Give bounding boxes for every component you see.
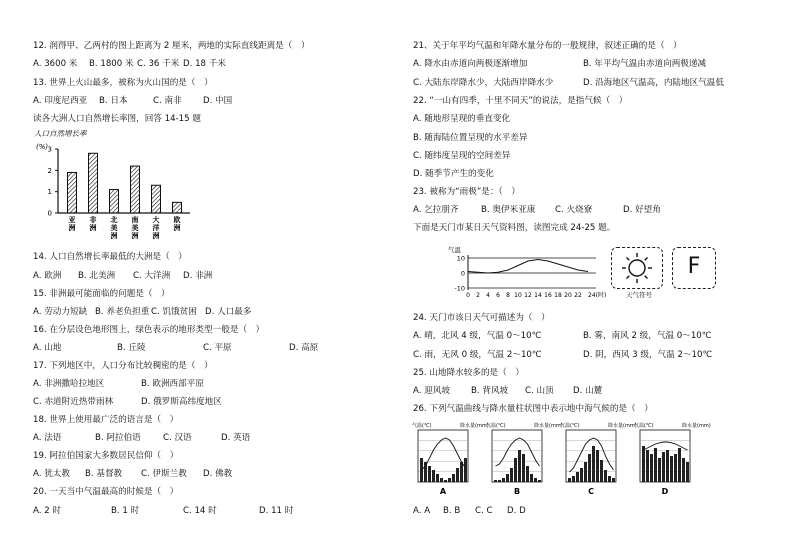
precip-bar: [580, 468, 583, 482]
x-tick-label: 非洲: [89, 216, 97, 232]
y-tick-label: 0: [47, 209, 52, 218]
option[interactable]: D. 山麓: [573, 386, 603, 396]
panel-label: A: [439, 487, 447, 496]
precip-bar: [494, 480, 497, 482]
x-tick-label: 18: [554, 292, 562, 299]
y-tick-label: 10: [456, 254, 465, 263]
option[interactable]: C. 饥饿贫困: [151, 307, 197, 317]
q12-stem: 12. 润得甲、乙两村的图上距离为 2 厘米，两地的实际直线距离是（ ）: [33, 41, 310, 51]
precip-bar: [428, 466, 431, 482]
precip-bar: [534, 478, 537, 482]
precip-bar: [658, 458, 661, 482]
x-tick-label: 8: [506, 292, 510, 299]
precip-bar: [588, 454, 591, 482]
option[interactable]: D. 俄罗斯高纬度地区: [141, 397, 222, 407]
weather-symbol-box-wind: [672, 247, 716, 289]
q13-stem: 13. 世界上火山最多，被称为火山国的是（ ）: [33, 78, 213, 88]
option[interactable]: D. 高原: [289, 343, 319, 353]
option[interactable]: C. 36 千米: [137, 59, 180, 69]
precip-bar: [662, 452, 665, 482]
option[interactable]: B. 奥伊米亚康: [481, 205, 536, 215]
q23-stem: 23. 被称为“雨极”是：（ ）: [413, 187, 520, 197]
bar: [89, 153, 98, 213]
panel-header-left: 气温(℃): [412, 423, 432, 429]
temp-ylabel: 气温: [448, 246, 461, 254]
option[interactable]: A. 非洲撒哈拉地区: [33, 379, 105, 389]
option[interactable]: C. 山顶: [525, 386, 554, 396]
panel-header-left: 气温(℃): [560, 423, 580, 429]
q21-stem: 21、关于年平均气温和年降水量分布的一般规律，叙述正确的是（ ）: [413, 41, 682, 51]
q25-stem: 25. 山地降水较多的是（ ）: [413, 368, 524, 378]
option[interactable]: B. 养老负担重: [95, 307, 150, 317]
option[interactable]: D. 非洲: [183, 271, 213, 281]
panel-label: C: [588, 487, 594, 496]
q20-stem: 20. 一天当中气温最高的时候是（ ）: [33, 487, 179, 497]
precip-bar: [682, 458, 685, 482]
x-tick-label: 10: [514, 292, 522, 299]
option[interactable]: B. 1 时: [111, 506, 140, 516]
x-tick-label: 亚洲: [68, 216, 76, 232]
precip-bar: [568, 478, 571, 482]
climate-panel-B: [486, 422, 563, 496]
panel-label: B: [513, 487, 521, 496]
precip-bar: [452, 474, 455, 482]
precip-bar: [670, 456, 673, 482]
temp-curve: [496, 438, 540, 466]
precip-bar: [526, 466, 529, 482]
precip-bar: [510, 468, 513, 482]
bar: [68, 172, 77, 213]
option[interactable]: C. 14 时: [183, 506, 217, 516]
option[interactable]: C. 平原: [203, 343, 232, 353]
panel-header-right: 降水量(mm): [608, 423, 637, 429]
q22-option-d[interactable]: D. 随季节产生的变化: [413, 169, 494, 179]
q22-option-c[interactable]: C. 随纬度呈现的空间差异: [413, 151, 511, 161]
option[interactable]: A. 欧洲: [33, 271, 62, 281]
temp-curve: [422, 438, 466, 470]
panel-label: D: [661, 487, 669, 496]
temperature-line-chart: [438, 244, 607, 300]
q17-stem: 17. 下列地区中，人口分布比较稠密的是（ ）: [33, 361, 213, 371]
option[interactable]: D. 18 千米: [183, 59, 226, 69]
y-tick-label: 1: [47, 188, 52, 197]
y-tick-label: -10: [454, 284, 465, 293]
panel-header-left: 气温(℃): [634, 423, 654, 429]
option[interactable]: C. 伊斯兰教: [141, 469, 187, 479]
y-tick-label: 2: [47, 166, 52, 175]
precip-bar: [440, 478, 443, 482]
q22-option-b[interactable]: B. 随海陆位置呈现的水平差异: [413, 133, 528, 143]
precip-bar: [604, 470, 607, 482]
option[interactable]: D. D: [507, 506, 526, 516]
precip-bar: [572, 476, 575, 482]
q19-stem: 19. 阿拉伯国家大多数居民信仰（ ）: [33, 451, 179, 461]
x-tick-label: 22: [574, 292, 582, 299]
precip-bar: [650, 454, 653, 482]
option[interactable]: A. 犹太教: [33, 469, 70, 479]
y-unit-label: (%): [36, 143, 49, 151]
option[interactable]: C. 南非: [153, 96, 182, 106]
option[interactable]: A. 2 时: [33, 506, 61, 516]
option[interactable]: C. C: [475, 506, 493, 516]
option[interactable]: D. 人口最多: [205, 307, 252, 317]
intro-14-15: 读各大洲人口自然增长率图，回答 14-15 题: [33, 114, 201, 124]
temperature-curve: [468, 260, 588, 274]
option[interactable]: B. 丘陵: [117, 343, 146, 353]
precip-bar: [522, 454, 525, 482]
q24-stem: 24. 天门市该日天气可描述为（ ）: [413, 313, 550, 323]
option[interactable]: D. 英语: [221, 433, 251, 443]
weather-symbol-caption: 天气符号: [626, 291, 652, 299]
option[interactable]: C. 大洋洲: [133, 271, 171, 281]
precip-bar: [506, 474, 509, 482]
option[interactable]: A. 降水由赤道向两极逐渐增加: [413, 59, 528, 69]
q22-option-a[interactable]: A. 随地形呈现的垂直变化: [413, 114, 511, 124]
bar: [131, 166, 140, 213]
weather-symbol-box-sun: [611, 247, 663, 289]
option[interactable]: B. 年平均气温由赤道向两极递减: [583, 59, 707, 69]
population-growth-chart: [28, 127, 198, 245]
q26-stem: 26. 下列气温曲线与降水量柱状图中表示地中海气候的是（ ）: [413, 404, 653, 414]
precip-bar: [498, 480, 501, 482]
precip-bar: [666, 450, 669, 482]
precip-bar: [444, 480, 447, 482]
x-tick-label: 南美洲: [131, 216, 139, 240]
chart-title: 人口自然增长率: [34, 129, 87, 138]
x-tick-label: 欧洲: [173, 216, 181, 232]
y-tick-label: 0: [460, 269, 465, 278]
option[interactable]: A. A: [413, 506, 431, 516]
precip-bar: [646, 450, 649, 482]
option[interactable]: A. 法语: [33, 433, 62, 443]
panel-header-right: 降水量(mm): [682, 423, 711, 429]
x-tick-label: 大洋洲: [152, 216, 160, 240]
option[interactable]: D. 佛教: [203, 469, 233, 479]
q16-stem: 16. 在分层设色地形图上，绿色表示的地形类型一般是（ ）: [33, 325, 265, 335]
intro-24-25: 下面是天门市某日天气资料图，读图完成 24-25 题。: [413, 223, 616, 233]
x-tick-label: 12: [524, 292, 532, 299]
option[interactable]: C. 雨，无风 0 级，气温 2～10℃: [413, 350, 542, 360]
climate-panel-D: [634, 422, 711, 496]
precip-bar: [456, 468, 459, 482]
precip-bar: [612, 478, 615, 482]
bar: [152, 185, 161, 213]
climate-charts: [404, 420, 711, 498]
option[interactable]: C. 大陆东岸降水少，大陆西岸降水少: [413, 78, 554, 88]
precip-bar: [432, 470, 435, 482]
option[interactable]: B. 欧洲西部平原: [141, 379, 204, 389]
y-tick-label: 3: [47, 145, 52, 154]
panel-header-right: 降水量(mm): [460, 423, 489, 429]
option[interactable]: D. 阴，西风 3 级，气温 2～10℃: [583, 350, 713, 360]
x-tick-label: 24(时): [588, 292, 607, 299]
option[interactable]: C. 赤道附近热带雨林: [33, 397, 114, 407]
option[interactable]: B. 1800 米: [89, 59, 134, 69]
precip-bar: [530, 474, 533, 482]
option[interactable]: A. 乞拉朋齐: [413, 205, 459, 215]
option[interactable]: A. 劳动力短缺: [33, 307, 88, 317]
q18-stem: 18. 世界上使用最广泛的语言是（ ）: [33, 415, 179, 425]
precip-bar: [600, 460, 603, 482]
x-tick-label: 16: [544, 292, 552, 299]
precip-bar: [608, 476, 611, 482]
precip-bar: [642, 446, 645, 482]
option[interactable]: A. 迎风坡: [413, 386, 450, 396]
precip-bar: [596, 450, 599, 482]
precip-bar: [460, 462, 463, 482]
option[interactable]: A. 3600 米: [33, 59, 78, 69]
temp-curve: [570, 438, 614, 472]
precip-bar: [502, 478, 505, 482]
precip-bar: [584, 462, 587, 482]
option[interactable]: B. B: [443, 506, 461, 516]
precip-bar: [538, 480, 541, 482]
x-tick-label: 20: [564, 292, 572, 299]
bar: [110, 190, 119, 213]
option[interactable]: B. 阿拉伯语: [95, 433, 141, 443]
option[interactable]: A. 晴，北风 4 级，气温 0～10℃: [413, 331, 542, 341]
x-tick-label: 2: [476, 292, 480, 299]
option[interactable]: A. 山地: [33, 343, 62, 353]
option[interactable]: D. 沿海地区气温高，内陆地区气温低: [583, 78, 724, 88]
precip-bar: [436, 474, 439, 482]
option[interactable]: A. 印度尼西亚: [33, 96, 88, 106]
x-tick-label: 6: [496, 292, 500, 299]
precip-bar: [674, 454, 677, 482]
option[interactable]: B. 日本: [99, 96, 128, 106]
precip-bar: [448, 478, 451, 482]
precip-bar: [514, 458, 517, 482]
panel-header-left: 气温(℃): [486, 423, 506, 429]
q14-stem: 14. 人口自然增长率最低的大洲是（ ）: [33, 252, 187, 262]
option[interactable]: B. 雾，南风 2 级，气温 0～10℃: [583, 331, 712, 341]
precip-bar: [576, 472, 579, 482]
option[interactable]: D. 11 时: [259, 506, 294, 516]
option[interactable]: C. 火烧寮: [555, 205, 593, 215]
bar: [173, 202, 182, 213]
option[interactable]: B. 基督教: [85, 469, 123, 479]
x-tick-label: 0: [466, 292, 470, 299]
option[interactable]: D. 好望角: [623, 205, 661, 215]
sun-icon: [612, 248, 662, 288]
option[interactable]: B. 北美洲: [78, 271, 116, 281]
x-tick-label: 4: [486, 292, 490, 299]
climate-panel-A: [412, 422, 489, 496]
x-tick-label: 北美洲: [110, 216, 118, 240]
x-tick-label: 14: [534, 292, 542, 299]
panel-header-right: 降水量(mm): [534, 423, 563, 429]
precip-bar: [654, 448, 657, 482]
q15-stem: 15. 非洲最可能面临的问题是（ ）: [33, 289, 170, 299]
precip-bar: [678, 448, 681, 482]
precip-bar: [464, 458, 467, 482]
precip-bar: [592, 446, 595, 482]
weather-symbol-f: F: [687, 254, 701, 279]
option[interactable]: B. 背风坡: [471, 386, 509, 396]
option[interactable]: C. 汉语: [163, 433, 192, 443]
precip-bar: [518, 450, 521, 482]
precip-bar: [686, 462, 689, 482]
climate-panel-C: [560, 422, 637, 496]
q22-stem: 22. “一山有四季，十里不同天”的说法，是指气候（ ）: [413, 96, 628, 106]
option[interactable]: D. 中国: [203, 96, 233, 106]
